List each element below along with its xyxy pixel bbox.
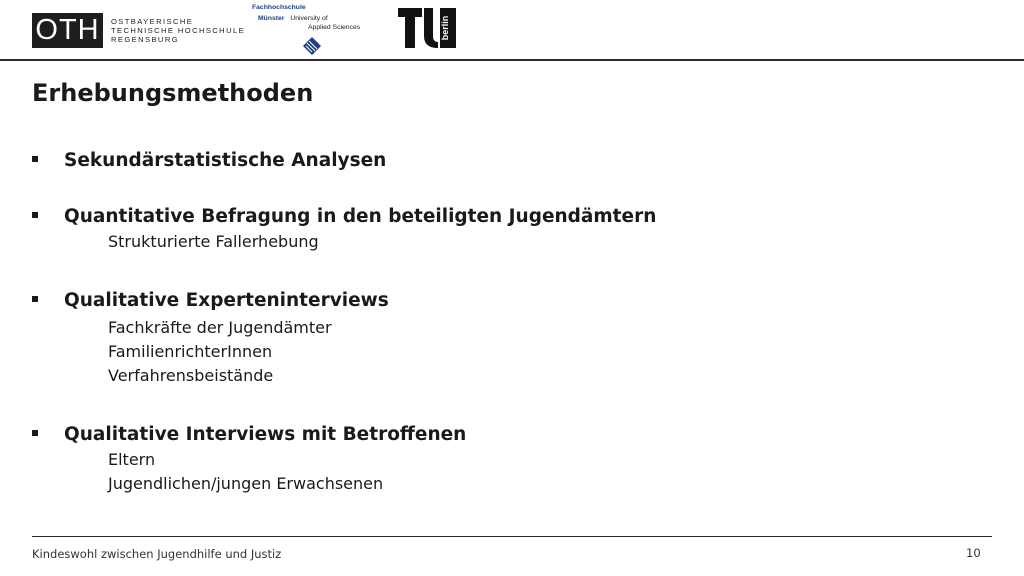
sub-item: Jugendlichen/jungen Erwachsenen: [108, 474, 384, 493]
sub-item: FamilienrichterInnen: [108, 342, 273, 361]
square-bullet-icon: [32, 156, 38, 162]
sub-item: Strukturierte Fallerhebung: [108, 232, 319, 251]
oth-logo-line: OSTBAYERISCHE: [111, 16, 194, 26]
footer-title: Kindeswohl zwischen Jugendhilfe und Justiz: [32, 547, 282, 561]
oth-logo-line: REGENSBURG: [111, 34, 180, 44]
tu-berlin-logo: [396, 6, 458, 52]
slide-header: [0, 0, 1024, 60]
bullet-line: [32, 202, 656, 230]
fh-muenster-subtitle: University of: [290, 15, 328, 22]
bullet-label: Quantitative Befragung in den beteiligten Jugendämtern: [64, 205, 657, 227]
oth-logo-wordmark: [111, 17, 245, 44]
tu-berlin-wordmark: berlin: [440, 15, 450, 41]
square-bullet-icon: [32, 212, 38, 218]
oth-logo-line: TECHNISCHE HOCHSCHULE: [111, 25, 246, 35]
bullet-item: [32, 146, 386, 174]
bullet-item: [32, 420, 466, 496]
fh-muenster-line: Applied Sciences: [308, 24, 361, 31]
sub-item: Fachkräfte der Jugendämter: [108, 318, 332, 337]
page-number: 10: [966, 546, 981, 560]
bullet-line: [32, 420, 466, 448]
sub-item: Eltern: [108, 450, 156, 469]
fh-muenster-name: Münster: [258, 15, 285, 22]
bullet-line: [32, 146, 386, 174]
slide-title: Erhebungsmethoden: [32, 79, 314, 107]
bullet-label: Qualitative Experteninterviews: [64, 289, 389, 311]
square-bullet-icon: [32, 430, 38, 436]
oth-logo: [32, 12, 245, 48]
fh-muenster-logo: [252, 4, 372, 58]
bullet-item: [32, 286, 389, 388]
fh-muenster-emblem-icon: [302, 36, 322, 56]
bullet-item: [32, 202, 656, 254]
footer-divider: [32, 536, 992, 537]
sub-item: Verfahrensbeistände: [108, 366, 274, 385]
bullet-label: Qualitative Interviews mit Betroffenen: [64, 423, 467, 445]
fh-muenster-line: Fachhochschule: [252, 4, 306, 11]
header-divider: [0, 59, 1024, 61]
bullet-label: Sekundärstatistische Analysen: [64, 149, 387, 171]
square-bullet-icon: [32, 296, 38, 302]
bullet-line: [32, 286, 389, 314]
oth-logo-box: OTH: [32, 13, 103, 48]
fh-muenster-line: [252, 15, 328, 22]
